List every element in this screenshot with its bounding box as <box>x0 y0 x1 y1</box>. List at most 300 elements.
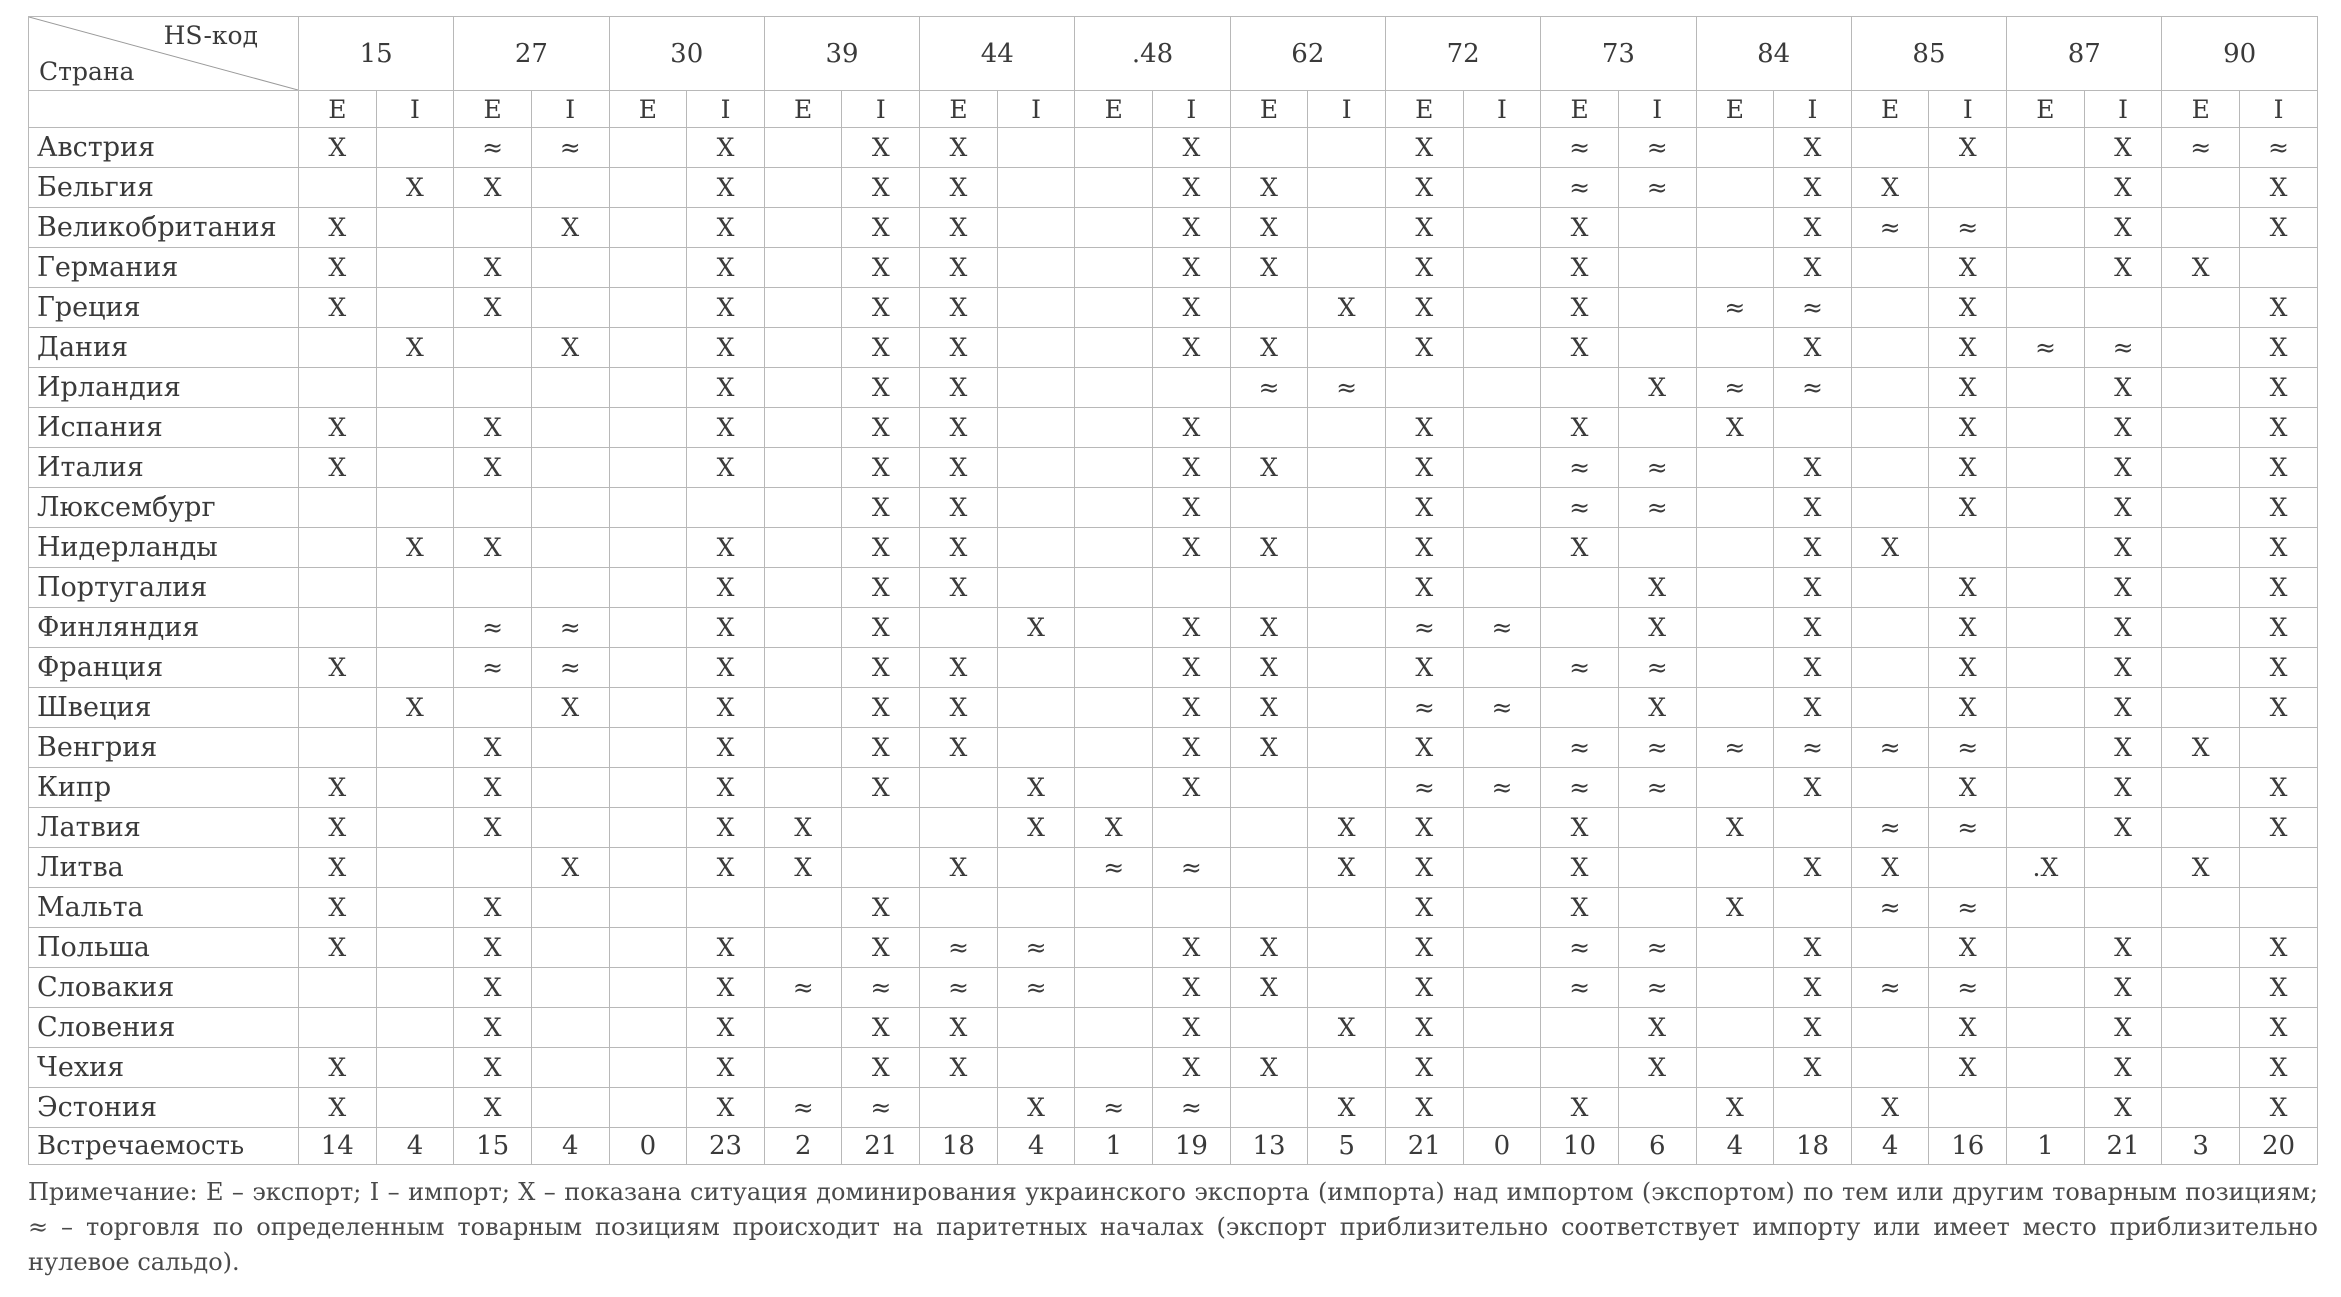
trade-mark-cell <box>2007 808 2085 848</box>
trade-mark-cell: X <box>2240 1088 2318 1128</box>
totals-value: 16 <box>1929 1128 2007 1165</box>
trade-mark-cell: X <box>1774 928 1852 968</box>
totals-value: 21 <box>842 1128 920 1165</box>
trade-mark-cell <box>997 528 1075 568</box>
trade-mark-cell: ≈ <box>1463 608 1541 648</box>
trade-mark-cell <box>2007 528 2085 568</box>
trade-mark-cell <box>1308 768 1386 808</box>
trade-mark-cell <box>1463 168 1541 208</box>
trade-mark-cell: X <box>1541 848 1619 888</box>
trade-mark-cell: X <box>920 1048 998 1088</box>
trade-mark-cell: X <box>997 608 1075 648</box>
trade-mark-cell: ≈ <box>1463 768 1541 808</box>
trade-mark-cell: X <box>1851 168 1929 208</box>
trade-mark-cell: ≈ <box>1929 888 2007 928</box>
trade-mark-cell: ≈ <box>1929 808 2007 848</box>
trade-mark-cell <box>1308 648 1386 688</box>
trade-mark-cell <box>1541 1008 1619 1048</box>
trade-mark-cell: X <box>687 728 765 768</box>
trade-mark-cell <box>2240 888 2318 928</box>
trade-mark-cell <box>1385 368 1463 408</box>
trade-mark-cell: ≈ <box>920 968 998 1008</box>
trade-mark-cell <box>1618 808 1696 848</box>
trade-mark-cell: X <box>1153 768 1231 808</box>
trade-mark-cell <box>2007 1088 2085 1128</box>
trade-mark-cell: X <box>299 288 377 328</box>
trade-mark-cell: ≈ <box>1385 688 1463 728</box>
trade-mark-cell: X <box>842 688 920 728</box>
trade-mark-cell: ≈ <box>1075 1088 1153 1128</box>
trade-table-body <box>29 17 2318 1165</box>
trade-mark-cell <box>1230 1008 1308 1048</box>
trade-mark-cell: X <box>2084 928 2162 968</box>
trade-mark-cell: X <box>1153 608 1231 648</box>
trade-mark-cell: X <box>1541 408 1619 448</box>
trade-mark-cell <box>1618 328 1696 368</box>
country-name: Италия <box>29 448 299 488</box>
trade-mark-cell <box>764 928 842 968</box>
trade-mark-cell: X <box>1153 528 1231 568</box>
country-name: Португалия <box>29 568 299 608</box>
trade-mark-cell <box>1153 368 1231 408</box>
trade-mark-cell <box>1696 648 1774 688</box>
trade-mark-cell: ≈ <box>1541 928 1619 968</box>
trade-mark-cell <box>1851 648 1929 688</box>
country-name: Нидерланды <box>29 528 299 568</box>
country-name: Финляндия <box>29 608 299 648</box>
trade-mark-cell <box>609 968 687 1008</box>
table-row <box>29 848 2318 888</box>
trade-mark-cell: ≈ <box>1696 728 1774 768</box>
trade-mark-cell: X <box>299 928 377 968</box>
trade-mark-cell <box>2007 448 2085 488</box>
country-name: Бельгия <box>29 168 299 208</box>
trade-mark-cell: X <box>1618 688 1696 728</box>
trade-mark-cell <box>2007 408 2085 448</box>
trade-mark-cell: ≈ <box>1541 968 1619 1008</box>
trade-mark-cell <box>764 608 842 648</box>
trade-mark-cell <box>299 728 377 768</box>
import-column-header: I <box>1774 91 1852 128</box>
trade-mark-cell <box>1851 928 1929 968</box>
totals-value: 4 <box>1851 1128 1929 1165</box>
trade-mark-cell <box>764 448 842 488</box>
trade-mark-cell <box>2162 488 2240 528</box>
totals-value: 4 <box>531 1128 609 1165</box>
import-column-header: I <box>2240 91 2318 128</box>
trade-mark-cell <box>1308 128 1386 168</box>
table-row <box>29 568 2318 608</box>
trade-mark-cell <box>920 768 998 808</box>
trade-mark-cell: X <box>1153 248 1231 288</box>
trade-mark-cell: X <box>1385 128 1463 168</box>
trade-mark-cell: ≈ <box>1541 168 1619 208</box>
trade-mark-cell: X <box>1308 1008 1386 1048</box>
trade-mark-cell: X <box>2240 568 2318 608</box>
trade-mark-cell <box>531 568 609 608</box>
trade-mark-cell <box>1463 968 1541 1008</box>
trade-mark-cell: ≈ <box>1618 728 1696 768</box>
trade-mark-cell: X <box>1929 928 2007 968</box>
trade-mark-cell <box>764 328 842 368</box>
trade-mark-cell <box>1308 888 1386 928</box>
trade-mark-cell: X <box>1541 288 1619 328</box>
trade-mark-cell: X <box>2240 808 2318 848</box>
trade-mark-cell: X <box>842 368 920 408</box>
trade-mark-cell <box>920 808 998 848</box>
table-row <box>29 128 2318 168</box>
trade-mark-cell <box>1308 448 1386 488</box>
trade-mark-cell <box>376 448 454 488</box>
trade-mark-cell: X <box>842 1048 920 1088</box>
trade-mark-cell <box>1463 1008 1541 1048</box>
trade-mark-cell <box>1230 288 1308 328</box>
trade-mark-cell <box>764 208 842 248</box>
trade-mark-cell: ≈ <box>1618 928 1696 968</box>
trade-mark-cell: X <box>1541 248 1619 288</box>
trade-mark-cell <box>1075 168 1153 208</box>
hs-code-header: .48 <box>1075 17 1230 91</box>
trade-mark-cell: X <box>1929 648 2007 688</box>
trade-mark-cell <box>2162 448 2240 488</box>
trade-mark-cell <box>764 288 842 328</box>
trade-mark-cell <box>764 168 842 208</box>
trade-mark-cell <box>1230 888 1308 928</box>
trade-mark-cell <box>1463 328 1541 368</box>
trade-mark-cell: X <box>376 328 454 368</box>
trade-mark-cell <box>764 568 842 608</box>
trade-mark-cell: X <box>687 808 765 848</box>
import-column-header: I <box>1929 91 2007 128</box>
trade-mark-cell: X <box>842 648 920 688</box>
import-column-header: I <box>531 91 609 128</box>
country-axis-label: Страна <box>39 57 135 86</box>
trade-mark-cell <box>1618 288 1696 328</box>
trade-mark-cell <box>1696 688 1774 728</box>
trade-mark-cell: ≈ <box>1308 368 1386 408</box>
hs-code-header: 44 <box>920 17 1075 91</box>
trade-mark-cell <box>2007 648 2085 688</box>
trade-mark-cell <box>376 728 454 768</box>
trade-mark-cell <box>764 368 842 408</box>
trade-mark-cell <box>764 688 842 728</box>
trade-mark-cell: X <box>299 1048 377 1088</box>
trade-mark-cell <box>2007 768 2085 808</box>
trade-mark-cell: X <box>842 728 920 768</box>
trade-mark-cell <box>299 368 377 408</box>
trade-mark-cell <box>299 568 377 608</box>
trade-mark-cell: X <box>842 168 920 208</box>
trade-mark-cell <box>376 928 454 968</box>
export-column-header: E <box>2162 91 2240 128</box>
trade-mark-cell <box>1851 768 1929 808</box>
trade-mark-cell <box>1230 808 1308 848</box>
trade-mark-cell: X <box>687 848 765 888</box>
totals-value: 3 <box>2162 1128 2240 1165</box>
trade-mark-cell <box>376 1088 454 1128</box>
hs-code-header: 90 <box>2162 17 2318 91</box>
trade-mark-cell: X <box>2084 808 2162 848</box>
trade-mark-cell: X <box>842 608 920 648</box>
import-column-header: I <box>997 91 1075 128</box>
trade-mark-cell <box>1929 168 2007 208</box>
trade-mark-cell: X <box>299 408 377 448</box>
trade-mark-cell: X <box>2084 528 2162 568</box>
trade-mark-cell <box>1075 1048 1153 1088</box>
trade-mark-cell: X <box>1774 448 1852 488</box>
trade-mark-cell <box>531 768 609 808</box>
trade-mark-cell: X <box>1696 888 1774 928</box>
trade-mark-cell: X <box>1618 1048 1696 1088</box>
export-column-header: E <box>1851 91 1929 128</box>
hs-code-header: 30 <box>609 17 764 91</box>
trade-mark-cell: X <box>1541 1088 1619 1128</box>
export-column-header: E <box>764 91 842 128</box>
trade-mark-cell: X <box>1153 168 1231 208</box>
trade-mark-cell: X <box>920 528 998 568</box>
trade-mark-cell: X <box>1385 1088 1463 1128</box>
totals-value: 19 <box>1153 1128 1231 1165</box>
trade-mark-cell <box>1075 768 1153 808</box>
trade-mark-cell <box>1075 408 1153 448</box>
trade-mark-cell: X <box>920 128 998 168</box>
trade-mark-cell <box>1851 1008 1929 1048</box>
trade-mark-cell: X <box>1774 768 1852 808</box>
trade-mark-cell <box>531 288 609 328</box>
export-column-header: E <box>1541 91 1619 128</box>
trade-mark-cell: X <box>1153 128 1231 168</box>
trade-mark-cell <box>1308 488 1386 528</box>
trade-mark-cell <box>920 608 998 648</box>
trade-mark-cell <box>299 1008 377 1048</box>
hs-code-header-row <box>29 17 2318 91</box>
trade-mark-cell: X <box>1774 1008 1852 1048</box>
trade-mark-cell: X <box>1385 808 1463 848</box>
trade-mark-cell <box>2007 128 2085 168</box>
trade-mark-cell: X <box>920 408 998 448</box>
trade-mark-cell: X <box>2084 688 2162 728</box>
trade-mark-cell: X <box>1153 688 1231 728</box>
trade-mark-cell <box>2162 368 2240 408</box>
trade-mark-cell: X <box>1696 408 1774 448</box>
trade-mark-cell: X <box>1774 608 1852 648</box>
trade-mark-cell: X <box>1230 328 1308 368</box>
trade-mark-cell: X <box>842 248 920 288</box>
trade-mark-cell: ≈ <box>1541 768 1619 808</box>
country-name: Венгрия <box>29 728 299 768</box>
trade-mark-cell <box>2007 248 2085 288</box>
trade-mark-cell <box>376 208 454 248</box>
trade-mark-cell <box>609 1048 687 1088</box>
trade-mark-cell: X <box>1230 648 1308 688</box>
trade-mark-cell <box>764 1048 842 1088</box>
trade-mark-cell <box>2162 808 2240 848</box>
trade-mark-cell: X <box>1230 208 1308 248</box>
trade-mark-cell: X <box>920 168 998 208</box>
trade-mark-cell: X <box>1929 568 2007 608</box>
trade-mark-cell: X <box>1774 488 1852 528</box>
totals-value: 1 <box>2007 1128 2085 1165</box>
trade-mark-cell <box>2162 288 2240 328</box>
trade-mark-cell <box>2162 888 2240 928</box>
trade-mark-cell <box>1774 808 1852 848</box>
trade-mark-cell: X <box>1153 648 1231 688</box>
trade-mark-cell: X <box>842 568 920 608</box>
trade-mark-cell <box>764 488 842 528</box>
trade-mark-cell <box>1696 608 1774 648</box>
trade-mark-cell: X <box>1774 648 1852 688</box>
trade-mark-cell <box>1696 1008 1774 1048</box>
trade-mark-cell: X <box>1618 1008 1696 1048</box>
trade-mark-cell <box>1618 408 1696 448</box>
export-column-header: E <box>1230 91 1308 128</box>
trade-mark-cell <box>609 408 687 448</box>
trade-mark-cell: X <box>1230 1048 1308 1088</box>
trade-mark-cell <box>1696 1048 1774 1088</box>
hs-code-axis-label: HS-код <box>163 21 258 50</box>
trade-mark-cell <box>2007 728 2085 768</box>
trade-mark-cell: ≈ <box>1774 728 1852 768</box>
trade-mark-cell: X <box>1230 968 1308 1008</box>
trade-mark-cell: X <box>1929 448 2007 488</box>
trade-mark-cell: X <box>454 808 532 848</box>
trade-mark-cell: X <box>454 448 532 488</box>
trade-mark-cell: X <box>1230 608 1308 648</box>
trade-mark-cell <box>2007 568 2085 608</box>
trade-mark-cell: X <box>299 648 377 688</box>
trade-mark-cell <box>531 888 609 928</box>
trade-mark-cell: X <box>1774 688 1852 728</box>
trade-mark-cell: X <box>687 248 765 288</box>
import-column-header: I <box>1153 91 1231 128</box>
trade-mark-cell: X <box>842 128 920 168</box>
trade-mark-cell: X <box>1385 968 1463 1008</box>
trade-mark-cell: X <box>1851 528 1929 568</box>
trade-mark-cell: X <box>1385 408 1463 448</box>
trade-mark-cell: X <box>1230 928 1308 968</box>
trade-mark-cell: X <box>920 848 998 888</box>
totals-row <box>29 1128 2318 1165</box>
trade-mark-cell <box>1308 528 1386 568</box>
trade-mark-cell: X <box>687 168 765 208</box>
trade-mark-cell <box>531 168 609 208</box>
trade-mark-cell: X <box>2240 328 2318 368</box>
trade-mark-cell <box>2007 888 2085 928</box>
trade-mark-cell <box>1075 288 1153 328</box>
trade-mark-cell: X <box>842 928 920 968</box>
trade-mark-cell: X <box>2084 1048 2162 1088</box>
trade-mark-cell: .X <box>2007 848 2085 888</box>
trade-mark-cell <box>1308 408 1386 448</box>
trade-mark-cell: X <box>1308 1088 1386 1128</box>
trade-mark-cell <box>376 1048 454 1088</box>
hs-code-header: 84 <box>1696 17 1851 91</box>
trade-mark-cell <box>1696 168 1774 208</box>
country-name: Ирландия <box>29 368 299 408</box>
trade-mark-cell <box>764 888 842 928</box>
hs-code-header: 27 <box>454 17 609 91</box>
trade-mark-cell <box>1463 1048 1541 1088</box>
trade-mark-cell <box>2240 728 2318 768</box>
trade-mark-cell: ≈ <box>1153 848 1231 888</box>
trade-mark-cell: ≈ <box>1929 968 2007 1008</box>
trade-mark-cell: X <box>1385 488 1463 528</box>
trade-mark-cell: X <box>2240 648 2318 688</box>
totals-value: 15 <box>454 1128 532 1165</box>
trade-mark-cell: X <box>920 448 998 488</box>
trade-mark-cell <box>1075 488 1153 528</box>
trade-mark-cell: X <box>1385 728 1463 768</box>
trade-mark-cell: X <box>1696 808 1774 848</box>
import-column-header: I <box>1463 91 1541 128</box>
trade-mark-cell: X <box>2084 568 2162 608</box>
trade-mark-cell <box>2084 888 2162 928</box>
trade-mark-cell <box>2084 848 2162 888</box>
trade-mark-cell: X <box>687 608 765 648</box>
trade-mark-cell: X <box>454 728 532 768</box>
trade-mark-cell <box>997 1048 1075 1088</box>
country-name: Франция <box>29 648 299 688</box>
trade-mark-cell: X <box>454 408 532 448</box>
trade-mark-cell <box>1774 888 1852 928</box>
table-row <box>29 488 2318 528</box>
hs-code-header: 72 <box>1385 17 1540 91</box>
trade-mark-cell <box>1308 728 1386 768</box>
trade-mark-cell: ≈ <box>1774 288 1852 328</box>
trade-mark-cell <box>1696 208 1774 248</box>
trade-mark-cell <box>609 448 687 488</box>
trade-mark-cell: X <box>687 1088 765 1128</box>
country-name: Словения <box>29 1008 299 1048</box>
trade-mark-cell <box>1618 848 1696 888</box>
trade-mark-cell <box>376 568 454 608</box>
trade-mark-cell <box>609 248 687 288</box>
hs-code-header: 87 <box>2007 17 2162 91</box>
trade-mark-cell: X <box>920 1008 998 1048</box>
export-column-header: E <box>299 91 377 128</box>
trade-mark-cell: X <box>1153 328 1231 368</box>
trade-mark-cell <box>1929 528 2007 568</box>
trade-mark-cell: X <box>2240 368 2318 408</box>
trade-mark-cell <box>299 328 377 368</box>
import-column-header: I <box>842 91 920 128</box>
trade-mark-cell: ≈ <box>454 648 532 688</box>
trade-mark-cell: X <box>2084 728 2162 768</box>
trade-mark-cell <box>1075 128 1153 168</box>
trade-mark-cell: X <box>1929 128 2007 168</box>
trade-mark-cell <box>2162 968 2240 1008</box>
trade-mark-cell: ≈ <box>531 608 609 648</box>
table-row <box>29 208 2318 248</box>
trade-mark-cell <box>299 968 377 1008</box>
trade-mark-cell <box>1696 448 1774 488</box>
trade-mark-cell: ≈ <box>1541 488 1619 528</box>
trade-mark-cell <box>1075 928 1153 968</box>
trade-mark-cell: X <box>299 448 377 488</box>
trade-mark-cell <box>1463 208 1541 248</box>
trade-mark-cell <box>1851 608 1929 648</box>
trade-mark-cell <box>2162 1008 2240 1048</box>
country-name: Австрия <box>29 128 299 168</box>
trade-mark-cell: ≈ <box>1618 448 1696 488</box>
trade-mark-cell: X <box>1153 488 1231 528</box>
trade-mark-cell: X <box>454 1048 532 1088</box>
trade-mark-cell: X <box>687 288 765 328</box>
trade-mark-cell: X <box>1385 448 1463 488</box>
trade-mark-cell: X <box>1385 1048 1463 1088</box>
trade-mark-cell: X <box>1541 888 1619 928</box>
trade-mark-cell: X <box>2084 448 2162 488</box>
